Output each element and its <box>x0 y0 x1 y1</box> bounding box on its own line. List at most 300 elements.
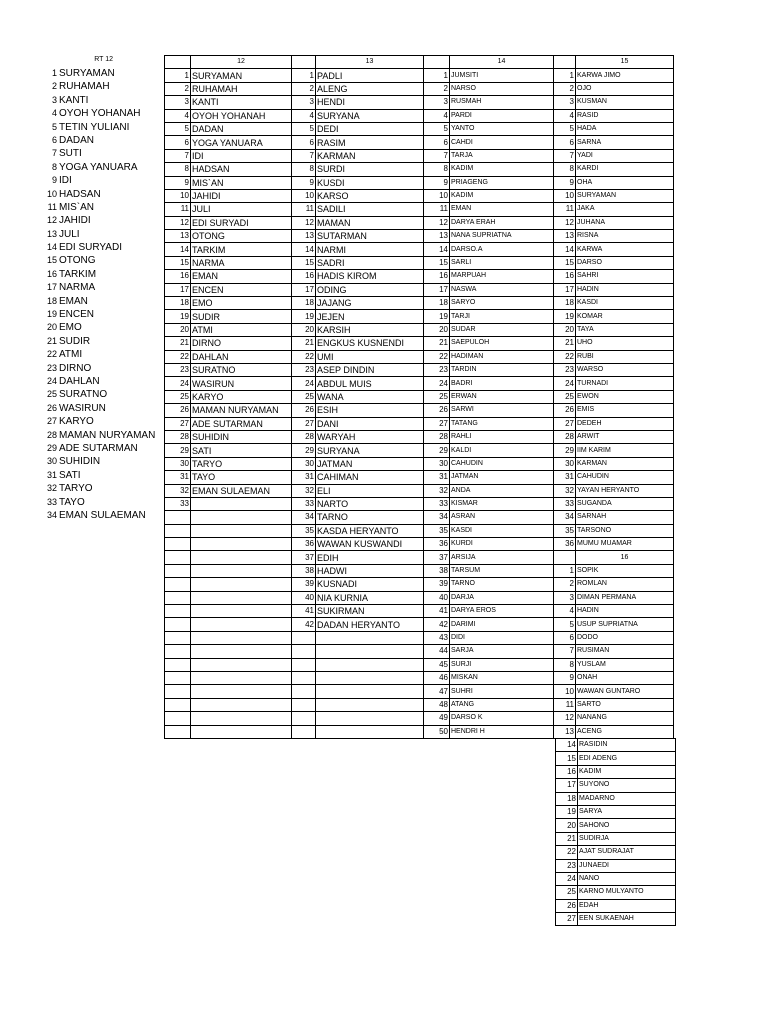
rt-list-item <box>0 375 163 388</box>
row-number-cell: 18 <box>556 792 578 805</box>
rt-title: RT 12 <box>94 56 113 63</box>
table-row <box>165 605 674 618</box>
row-number-cell: 11 <box>554 203 576 216</box>
row-number-cell: 24 <box>556 872 578 885</box>
name-cell: KISMAR <box>450 497 554 510</box>
name-cell: ALENG <box>316 82 424 95</box>
row-number-cell: 31 <box>165 471 191 484</box>
rt-list-item <box>0 321 163 334</box>
name-cell: SAEPULOH <box>450 337 554 350</box>
rt-list-number: 5 <box>51 121 57 132</box>
row-number-cell: 32 <box>424 484 450 497</box>
row-number-cell <box>292 685 316 698</box>
name-cell: ARSIJA <box>450 551 554 564</box>
name-cell: KARSIH <box>316 323 424 336</box>
table-row <box>165 69 674 82</box>
row-number-cell: 25 <box>292 390 316 403</box>
row-number-cell: 2 <box>165 82 191 95</box>
name-cell: DEDEH <box>576 417 674 430</box>
row-number-cell: 8 <box>292 163 316 176</box>
row-number-cell: 20 <box>165 323 191 336</box>
name-cell <box>316 631 424 644</box>
name-cell: NARMA <box>191 256 292 269</box>
name-cell: EDI SURYADI <box>191 216 292 229</box>
row-number-cell <box>165 578 191 591</box>
row-number-cell: 31 <box>424 471 450 484</box>
row-number-cell: 23 <box>424 363 450 376</box>
row-number-cell: 47 <box>424 685 450 698</box>
rt-list-number: 21 <box>46 335 57 346</box>
name-cell: TARJI <box>450 310 554 323</box>
rt-list-item <box>0 455 163 468</box>
row-number-cell: 17 <box>292 283 316 296</box>
name-cell: NANO <box>578 872 676 885</box>
rt-list-item <box>0 214 163 227</box>
name-cell: YADI <box>576 149 674 162</box>
name-cell: KARDI <box>576 163 674 176</box>
row-number-cell: 10 <box>554 685 576 698</box>
name-cell: EMO <box>191 297 292 310</box>
name-cell: SARTO <box>576 698 674 711</box>
table-row <box>165 323 674 336</box>
name-cell <box>191 685 292 698</box>
rt-list-item <box>0 268 163 281</box>
name-cell: RISNA <box>576 230 674 243</box>
row-number-cell: 12 <box>554 712 576 725</box>
name-cell: ROMLAN <box>576 578 674 591</box>
rt-list-name: NARMA <box>59 282 96 294</box>
row-number-cell: 23 <box>292 363 316 376</box>
name-cell: ODING <box>316 283 424 296</box>
row-number-cell: 8 <box>165 163 191 176</box>
row-number-cell: 26 <box>554 404 576 417</box>
name-cell: DIRNO <box>191 337 292 350</box>
name-cell: DARIMI <box>450 618 554 631</box>
name-cell: USUP SUPRIATNA <box>576 618 674 631</box>
row-number-cell: 4 <box>554 605 576 618</box>
name-cell: PARDI <box>450 109 554 122</box>
name-cell: JAHIDI <box>191 189 292 202</box>
row-number-cell: 14 <box>554 243 576 256</box>
row-number-cell: 41 <box>424 605 450 618</box>
row-number-cell: 7 <box>554 645 576 658</box>
table-row <box>165 417 674 430</box>
name-cell: KARWA JIMO <box>576 69 674 82</box>
column-header: 14 <box>450 56 554 69</box>
rt-list-number: 23 <box>46 362 57 373</box>
row-number-cell: 17 <box>424 283 450 296</box>
rt-list-number: 12 <box>46 215 57 226</box>
row-number-cell: 7 <box>292 149 316 162</box>
name-cell: TARSONO <box>576 524 674 537</box>
table-row <box>165 189 674 202</box>
row-number-cell: 33 <box>554 497 576 510</box>
rt-list-number: 14 <box>46 242 57 253</box>
name-cell: MARPUAH <box>450 270 554 283</box>
row-number-cell: 33 <box>292 497 316 510</box>
row-number-cell: 19 <box>165 310 191 323</box>
rt-list-number: 34 <box>46 509 57 520</box>
rt-list-item <box>0 509 163 522</box>
rt-name-table <box>164 55 674 739</box>
row-number-cell: 19 <box>554 310 576 323</box>
name-cell: TARDIN <box>450 363 554 376</box>
name-cell: TURNADI <box>576 377 674 390</box>
rt-list-name: ATMI <box>59 349 83 361</box>
row-number-cell: 14 <box>556 739 578 752</box>
name-cell <box>191 551 292 564</box>
name-cell: KUSDI <box>316 176 424 189</box>
rt-list-item <box>0 415 163 428</box>
name-cell: ARWIT <box>576 430 674 443</box>
name-cell <box>191 618 292 631</box>
row-number-cell: 21 <box>165 337 191 350</box>
rt-list-number: 16 <box>46 268 57 279</box>
name-cell: TAYA <box>576 323 674 336</box>
rt-list-number: 13 <box>46 228 57 239</box>
row-number-cell: 3 <box>554 96 576 109</box>
row-number-cell: 27 <box>165 417 191 430</box>
name-cell: SARYA <box>578 805 676 818</box>
name-cell: YANTO <box>450 122 554 135</box>
name-cell <box>191 631 292 644</box>
table-row <box>556 832 676 845</box>
rt-list-number: 24 <box>46 375 57 386</box>
table-row <box>165 551 674 564</box>
name-cell: OTONG <box>191 230 292 243</box>
row-number-cell: 21 <box>424 337 450 350</box>
row-number-cell: 10 <box>292 189 316 202</box>
row-number-cell: 3 <box>424 96 450 109</box>
row-number-cell: 16 <box>556 765 578 778</box>
row-number-cell: 16 <box>165 270 191 283</box>
row-number-cell <box>292 631 316 644</box>
name-cell: DARSO <box>576 256 674 269</box>
name-cell: ESIH <box>316 404 424 417</box>
rt-list-item <box>0 80 163 93</box>
name-cell: TARSUM <box>450 564 554 577</box>
rt-list-name: DIRNO <box>59 362 92 374</box>
row-number-cell: 25 <box>556 886 578 899</box>
table-row <box>165 471 674 484</box>
name-cell: KADIM <box>450 163 554 176</box>
name-cell: ATANG <box>450 698 554 711</box>
row-number-cell: 22 <box>556 846 578 859</box>
rt-list-number: 28 <box>46 429 57 440</box>
row-number-cell: 10 <box>554 189 576 202</box>
name-cell: WASIRUN <box>191 377 292 390</box>
rt-list-number: 4 <box>51 108 57 119</box>
table-row <box>165 297 674 310</box>
row-number-cell: 6 <box>292 136 316 149</box>
name-cell <box>191 605 292 618</box>
rt-list-name: HADSAN <box>59 188 101 200</box>
table-row <box>165 109 674 122</box>
name-cell <box>191 645 292 658</box>
name-cell: HADIN <box>576 283 674 296</box>
row-number-cell: 31 <box>554 471 576 484</box>
row-number-cell: 34 <box>292 511 316 524</box>
name-cell: OJO <box>576 82 674 95</box>
name-cell <box>316 725 424 738</box>
name-cell: SAHONO <box>578 819 676 832</box>
row-number-cell: 4 <box>424 109 450 122</box>
header-row <box>165 56 674 69</box>
row-number-cell <box>292 645 316 658</box>
row-number-cell: 38 <box>424 564 450 577</box>
name-cell: TARKIM <box>191 243 292 256</box>
rt-list-number: 11 <box>47 201 57 212</box>
row-number-cell: 25 <box>554 390 576 403</box>
row-number-cell: 22 <box>165 350 191 363</box>
row-number-cell: 4 <box>292 109 316 122</box>
row-number-cell: 48 <box>424 698 450 711</box>
name-cell: HENDI <box>316 96 424 109</box>
name-cell <box>191 658 292 671</box>
name-cell <box>316 658 424 671</box>
row-number-cell: 27 <box>424 417 450 430</box>
name-cell: MIS`AN <box>191 176 292 189</box>
name-cell: SAHRI <box>576 270 674 283</box>
row-number-cell: 13 <box>424 230 450 243</box>
row-number-cell: 8 <box>554 163 576 176</box>
rt-list-name: MAMAN NURYAMAN <box>59 429 156 441</box>
table-row <box>165 216 674 229</box>
row-number-cell <box>165 685 191 698</box>
name-cell: ACENG <box>576 725 674 738</box>
name-cell: KARWA <box>576 243 674 256</box>
table-row <box>165 243 674 256</box>
row-number-cell: 12 <box>292 216 316 229</box>
name-cell: WAWAN GUNTARO <box>576 685 674 698</box>
row-number-cell: 6 <box>554 631 576 644</box>
table-row <box>165 96 674 109</box>
name-cell: SURYAMAN <box>191 69 292 82</box>
row-number-cell: 42 <box>292 618 316 631</box>
row-number-cell: 45 <box>424 658 450 671</box>
row-number-cell <box>165 511 191 524</box>
table-row <box>165 712 674 725</box>
name-cell: EMIS <box>576 404 674 417</box>
rt-list-name: EMAN <box>59 295 88 307</box>
rt-list-number: 7 <box>51 148 57 159</box>
table-row <box>556 779 676 792</box>
row-number-cell: 7 <box>424 149 450 162</box>
rt-list-name: TAYO <box>59 496 85 508</box>
rt-list-item <box>0 134 163 147</box>
row-number-cell: 9 <box>424 176 450 189</box>
row-number-cell: 20 <box>554 323 576 336</box>
name-cell: HADWI <box>316 564 424 577</box>
name-cell: KUSMAN <box>576 96 674 109</box>
rt-list-item <box>0 241 163 254</box>
rt-list-item <box>0 201 163 214</box>
header-number-cell <box>424 56 450 69</box>
name-cell: JUNAEDI <box>578 859 676 872</box>
row-number-cell: 13 <box>165 230 191 243</box>
rt-list-item <box>0 254 163 267</box>
row-number-cell: 25 <box>165 390 191 403</box>
row-number-cell: 15 <box>554 256 576 269</box>
row-number-cell: 16 <box>554 270 576 283</box>
name-cell <box>191 538 292 551</box>
table-row <box>165 671 674 684</box>
row-number-cell: 26 <box>292 404 316 417</box>
name-cell: SUDAR <box>450 323 554 336</box>
rt-list-number: 22 <box>46 349 57 360</box>
table-row <box>165 578 674 591</box>
name-cell: JAKA <box>576 203 674 216</box>
rt-list-name: DAHLAN <box>59 375 100 387</box>
row-number-cell: 30 <box>554 457 576 470</box>
table-row <box>165 645 674 658</box>
rt-list-number: 15 <box>46 255 57 266</box>
row-number-cell: 20 <box>556 819 578 832</box>
name-cell: ONAH <box>576 671 674 684</box>
table-row <box>556 886 676 899</box>
row-number-cell: 27 <box>556 913 578 926</box>
name-cell <box>316 645 424 658</box>
name-cell: RUSIMAN <box>576 645 674 658</box>
row-number-cell: 29 <box>165 444 191 457</box>
rt-list-name: EMAN SULAEMAN <box>59 509 146 521</box>
name-cell: KARSO <box>316 189 424 202</box>
name-cell: SARWI <box>450 404 554 417</box>
name-cell: CAHUDIN <box>576 471 674 484</box>
name-cell: DARJA <box>450 591 554 604</box>
name-cell: SARYO <box>450 297 554 310</box>
rt-list-number: 26 <box>46 402 57 413</box>
name-cell: SURYAMAN <box>576 189 674 202</box>
rt-list-item <box>0 188 163 201</box>
name-cell: DIMAN PERMANA <box>576 591 674 604</box>
row-number-cell: 16 <box>292 270 316 283</box>
rt-list-number: 31 <box>46 469 57 480</box>
name-cell: BADRI <box>450 377 554 390</box>
rt-list-item <box>0 362 163 375</box>
rt-list-number: 20 <box>46 322 57 333</box>
name-cell: SARNAH <box>576 511 674 524</box>
table-row <box>556 859 676 872</box>
row-number-cell <box>165 551 191 564</box>
row-number-cell: 37 <box>292 551 316 564</box>
row-number-cell: 29 <box>424 444 450 457</box>
rt-list-name: ENCEN <box>59 309 95 321</box>
name-cell: DARYA EROS <box>450 605 554 618</box>
name-cell: ENGKUS KUSNENDI <box>316 337 424 350</box>
row-number-cell: 18 <box>554 297 576 310</box>
name-cell: RAHLI <box>450 430 554 443</box>
rt-list-item <box>0 295 163 308</box>
rt-list-item <box>0 335 163 348</box>
table-row <box>165 524 674 537</box>
table-row <box>165 283 674 296</box>
table-row <box>556 899 676 912</box>
rt-list-name: TETIN YULIANI <box>59 121 130 133</box>
row-number-cell: 13 <box>554 725 576 738</box>
row-number-cell <box>165 698 191 711</box>
row-number-cell: 15 <box>556 752 578 765</box>
row-number-cell: 32 <box>165 484 191 497</box>
name-cell <box>191 712 292 725</box>
name-cell: SUDIR <box>191 310 292 323</box>
rt-list-name: SUDIR <box>59 335 91 347</box>
row-number-cell: 42 <box>424 618 450 631</box>
name-cell: KARMAN <box>316 149 424 162</box>
rt-list-name: SUHIDIN <box>59 456 101 468</box>
rt-list-name: IDI <box>59 175 72 187</box>
name-cell: DAHLAN <box>191 350 292 363</box>
table-row <box>556 765 676 778</box>
row-number-cell: 35 <box>292 524 316 537</box>
row-number-cell: 26 <box>556 899 578 912</box>
table-row <box>556 792 676 805</box>
name-cell: TARJA <box>450 149 554 162</box>
name-cell: IDI <box>191 149 292 162</box>
row-number-cell: 14 <box>424 243 450 256</box>
table-row <box>556 752 676 765</box>
row-number-cell: 35 <box>424 524 450 537</box>
row-number-cell <box>165 591 191 604</box>
name-cell: AJAT SUDRAJAT <box>578 846 676 859</box>
table-row <box>165 149 674 162</box>
name-cell: NARMI <box>316 243 424 256</box>
row-number-cell: 20 <box>292 323 316 336</box>
name-cell <box>191 564 292 577</box>
name-cell: CAHDI <box>450 136 554 149</box>
row-number-cell: 27 <box>554 417 576 430</box>
row-number-cell <box>292 725 316 738</box>
name-cell: WAWAN KUSWANDI <box>316 538 424 551</box>
table-row <box>165 390 674 403</box>
name-cell: EDAH <box>578 899 676 912</box>
rt-list-name: EMO <box>59 322 82 334</box>
name-cell: IIM KARIM <box>576 444 674 457</box>
name-cell <box>191 578 292 591</box>
rt-list-number: 18 <box>46 295 57 306</box>
rt-list-number: 1 <box>51 68 57 78</box>
rt-list-item <box>0 107 163 120</box>
name-cell <box>316 698 424 711</box>
name-cell: RUBI <box>576 350 674 363</box>
row-number-cell: 9 <box>165 176 191 189</box>
table-row <box>556 846 676 859</box>
name-cell <box>191 698 292 711</box>
row-number-cell: 33 <box>165 497 191 510</box>
rt-list-item <box>0 482 163 495</box>
name-cell <box>191 511 292 524</box>
table-row <box>165 363 674 376</box>
name-cell: KALDI <box>450 444 554 457</box>
name-cell: JEJEN <box>316 310 424 323</box>
row-number-cell: 9 <box>292 176 316 189</box>
name-cell: JAJANG <box>316 297 424 310</box>
row-number-cell: 12 <box>424 216 450 229</box>
table-row <box>165 136 674 149</box>
name-cell: KARMAN <box>576 457 674 470</box>
column-header: 15 <box>576 56 674 69</box>
rt-12-list <box>0 53 163 522</box>
name-cell <box>191 497 292 510</box>
row-number-cell <box>165 712 191 725</box>
rt-list-name: OTONG <box>59 255 96 267</box>
name-cell <box>191 671 292 684</box>
name-cell: PADLI <box>316 69 424 82</box>
name-cell: SURDI <box>316 163 424 176</box>
name-cell: NIA KURNIA <box>316 591 424 604</box>
row-number-cell: 18 <box>424 297 450 310</box>
row-number-cell: 21 <box>554 337 576 350</box>
